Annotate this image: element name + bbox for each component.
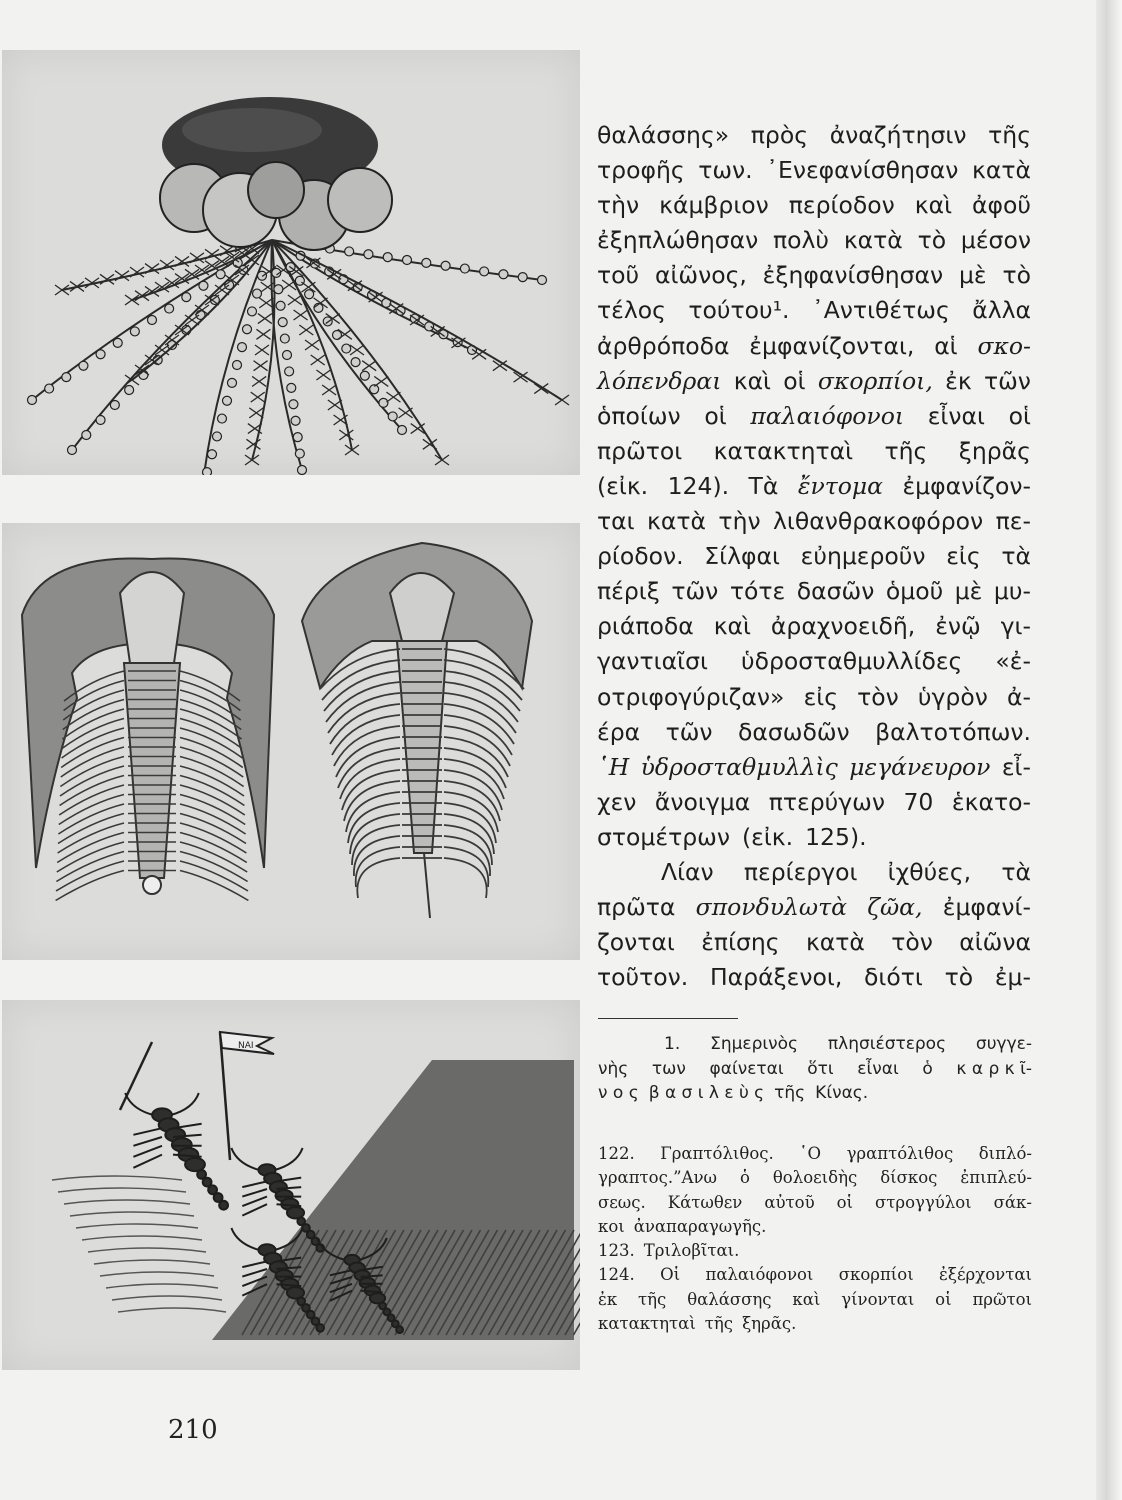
caption-word: ἀναπαραγωγῆς. bbox=[633, 1216, 767, 1236]
text-word: τὰ bbox=[1001, 542, 1031, 571]
text-word: αἰῶνα bbox=[959, 928, 1031, 957]
footnote-line bbox=[598, 1081, 1032, 1106]
text-word: τῶν bbox=[671, 577, 719, 606]
text-word: πρῶτα bbox=[597, 893, 676, 922]
caption-word: Κάτωθεν bbox=[667, 1192, 743, 1212]
text-line bbox=[597, 188, 1031, 223]
footnote-word: β α σ ι λ ε ὺ ς bbox=[648, 1083, 765, 1103]
footnote-word: εἶναι bbox=[857, 1058, 899, 1079]
caption-word: 122. bbox=[598, 1144, 635, 1163]
caption-word: ἐξέρχονται bbox=[939, 1265, 1032, 1285]
text-line bbox=[597, 609, 1031, 644]
text-word: αἱ bbox=[934, 331, 958, 360]
text-word: τότε bbox=[729, 577, 786, 606]
text-line bbox=[597, 469, 1031, 504]
text-word: τὰ bbox=[1001, 857, 1031, 886]
text-word: τῶν bbox=[665, 717, 713, 746]
text-line bbox=[597, 644, 1031, 679]
figure-caption bbox=[598, 1142, 1032, 1239]
footnote-word: φαίνεται bbox=[709, 1058, 784, 1079]
text-word: τὸν bbox=[857, 682, 899, 711]
text-word: τούτου¹. bbox=[688, 296, 790, 325]
text-word: ἐξηπλώθησαν bbox=[597, 226, 759, 255]
text-line bbox=[597, 434, 1031, 469]
text-word: τὸ bbox=[1002, 261, 1031, 290]
text-line bbox=[597, 539, 1031, 574]
text-word: ἔντομα bbox=[797, 471, 884, 500]
caption-word: ἐπιπλεύ- bbox=[960, 1168, 1032, 1188]
text-word: μυ- bbox=[993, 577, 1031, 606]
text-word: οἱ bbox=[1008, 401, 1031, 430]
text-word: κατακτηταὶ bbox=[713, 436, 854, 465]
text-word: ὁμοῦ bbox=[885, 577, 944, 606]
text-word: τέλος bbox=[597, 296, 666, 325]
text-word: ζῶα, bbox=[867, 893, 923, 922]
caption-word: 123. bbox=[598, 1241, 635, 1261]
footnote-line bbox=[598, 1032, 1032, 1057]
text-word: έρα bbox=[597, 717, 641, 746]
text-line bbox=[597, 960, 1031, 995]
text-line bbox=[597, 118, 1031, 153]
caption-line bbox=[598, 1166, 1032, 1190]
text-word: πε- bbox=[995, 507, 1031, 536]
text-word: τῆς bbox=[988, 121, 1031, 149]
caption-word: ξηρᾶς. bbox=[742, 1314, 797, 1334]
footnote-rule bbox=[598, 1018, 738, 1019]
caption-line bbox=[598, 1215, 1032, 1239]
text-word: στομέτρων bbox=[597, 822, 730, 851]
caption-word: γραπτόλιθος bbox=[846, 1144, 954, 1163]
text-word: πολὺ bbox=[773, 226, 830, 255]
text-word: περίεργοι bbox=[743, 857, 858, 886]
text-word: τῆς bbox=[884, 436, 928, 465]
caption-word: Τριλοβῖται. bbox=[643, 1241, 740, 1261]
text-word: ὑγρὸν bbox=[917, 682, 988, 711]
caption-line bbox=[598, 1239, 1032, 1263]
footnote-word: Σημερινὸς bbox=[710, 1034, 799, 1054]
caption-word: ἐκ bbox=[598, 1289, 618, 1309]
text-word: χεν bbox=[597, 787, 637, 816]
figure-caption bbox=[598, 1239, 1032, 1263]
text-word: ἀραχνοειδῆ, bbox=[770, 612, 916, 641]
caption-word: θαλάσσης bbox=[687, 1289, 772, 1309]
text-word: γι- bbox=[1000, 612, 1031, 641]
text-word: ξηρᾶς bbox=[958, 436, 1031, 465]
caption-word: κοι bbox=[598, 1216, 625, 1236]
caption-word: αὐτοῦ bbox=[764, 1192, 815, 1212]
figure-graptolite-illustration bbox=[2, 50, 580, 475]
text-word: εὐημεροῦν bbox=[800, 542, 926, 571]
text-word: βαλτοτόπων. bbox=[875, 717, 1031, 746]
text-word: πτερύγων bbox=[768, 787, 885, 816]
caption-word: κατακτηταὶ bbox=[598, 1314, 696, 1334]
text-word: Λίαν bbox=[661, 857, 714, 886]
text-word: ἐπίσης bbox=[701, 928, 780, 957]
graptolite-drawing bbox=[2, 50, 580, 475]
footnote-word: 1. bbox=[664, 1034, 681, 1054]
text-word: αἰῶνος, bbox=[654, 261, 747, 290]
text-word: κατὰ bbox=[805, 928, 865, 957]
figure-caption bbox=[598, 1263, 1032, 1336]
caption-word: Γραπτόλιθος. bbox=[660, 1144, 774, 1163]
text-word: μέσον bbox=[960, 226, 1031, 255]
caption-word: Οἱ bbox=[660, 1265, 681, 1285]
text-line bbox=[597, 680, 1031, 715]
footnote-word: πλησιέστερος bbox=[827, 1034, 947, 1054]
footnote-word: ὅτι bbox=[807, 1058, 834, 1079]
caption-word: σάκ- bbox=[993, 1192, 1032, 1212]
text-line bbox=[597, 364, 1031, 399]
caption-word: γίνονται bbox=[841, 1289, 915, 1309]
text-line bbox=[597, 820, 1031, 855]
caption-line bbox=[598, 1142, 1032, 1166]
text-line bbox=[597, 223, 1031, 258]
text-word: εἶ- bbox=[1001, 752, 1031, 781]
footnote-word: νὴς bbox=[598, 1058, 629, 1079]
caption-line bbox=[598, 1288, 1032, 1312]
text-word: θαλάσσης» bbox=[597, 121, 730, 149]
caption-line bbox=[598, 1263, 1032, 1287]
text-line bbox=[597, 293, 1031, 328]
text-word: ται bbox=[597, 507, 635, 536]
footnote-word: των bbox=[651, 1058, 686, 1079]
text-word: ρίοδον. bbox=[597, 542, 684, 571]
footnote-word: συγγε- bbox=[975, 1034, 1032, 1054]
text-line bbox=[597, 574, 1031, 609]
text-word: δασωδῶν bbox=[738, 717, 850, 746]
text-word: ριάποδα bbox=[597, 612, 694, 641]
scorpions-drawing bbox=[2, 1000, 580, 1370]
text-word: μὲ bbox=[958, 261, 987, 290]
footnote bbox=[598, 1032, 1032, 1106]
text-word: σκο- bbox=[977, 331, 1031, 360]
text-word: τὴν bbox=[718, 507, 761, 536]
text-word: δασῶν bbox=[796, 577, 875, 606]
caption-word: παλαιόφονοι bbox=[705, 1265, 814, 1285]
footnote-word: ὁ bbox=[922, 1058, 933, 1079]
text-word: Παράξενοι, bbox=[709, 963, 843, 992]
text-word: παλαιόφονοι bbox=[750, 401, 905, 430]
text-word: τροφῆς bbox=[597, 156, 685, 185]
text-word: καὶ bbox=[914, 191, 953, 220]
figure-captions bbox=[598, 1142, 1032, 1336]
text-line bbox=[597, 855, 1031, 890]
caption-word: γραπτος.”Ανω bbox=[598, 1168, 717, 1188]
text-word: 124). bbox=[667, 471, 730, 500]
caption-word: ὁ bbox=[739, 1168, 750, 1188]
footnote-word: Κίνας. bbox=[815, 1083, 869, 1103]
text-line bbox=[597, 715, 1031, 750]
caption-line bbox=[598, 1312, 1032, 1336]
footnote-word: ν ο ς bbox=[598, 1083, 639, 1103]
text-word: μὲ bbox=[954, 577, 983, 606]
text-word: τὴν bbox=[597, 191, 640, 220]
caption-word: θολοειδὴς bbox=[772, 1168, 858, 1188]
text-word: κάμβριον bbox=[659, 191, 769, 220]
caption-line bbox=[598, 1191, 1032, 1215]
text-word: 70 bbox=[903, 787, 934, 816]
text-word: τὸ bbox=[944, 963, 974, 992]
text-word: κατὰ bbox=[647, 507, 706, 536]
text-word: πρὸς bbox=[750, 121, 809, 149]
text-word: οἱ bbox=[783, 366, 806, 395]
text-word: ἀναζήτησιν bbox=[829, 121, 967, 149]
text-line bbox=[597, 750, 1031, 785]
text-word: ἐξηφανίσθησαν bbox=[762, 261, 944, 290]
text-word: «ἐ- bbox=[995, 647, 1031, 676]
text-word: τὸ bbox=[917, 226, 947, 255]
text-word: τὸν bbox=[891, 928, 933, 957]
caption-word: στρογγύλοι bbox=[875, 1192, 972, 1212]
caption-word: σκορπίοι bbox=[838, 1265, 914, 1285]
text-word: ὑδροσταθμυλλίδες bbox=[740, 647, 963, 676]
text-word: ῾Η bbox=[597, 752, 630, 781]
text-line bbox=[597, 399, 1031, 434]
text-word: καὶ bbox=[713, 612, 751, 641]
text-line bbox=[597, 258, 1031, 293]
text-word: Σίλφαι bbox=[704, 542, 780, 571]
caption-word: οἱ bbox=[836, 1192, 854, 1212]
trilobites-drawing bbox=[2, 523, 580, 960]
flag-label: ΝΑΙ bbox=[238, 1041, 254, 1051]
caption-word: διπλό- bbox=[978, 1144, 1032, 1163]
figure-trilobites-illustration bbox=[2, 523, 580, 960]
text-word: τοῦ bbox=[597, 261, 640, 290]
text-word: διότι bbox=[864, 963, 923, 992]
text-word: ἄλλα bbox=[972, 296, 1031, 325]
text-word: (εἰκ. bbox=[597, 471, 649, 500]
text-line bbox=[597, 329, 1031, 364]
text-word: ἄνοιγμα bbox=[654, 787, 751, 816]
text-word: ἐμφανίζον- bbox=[902, 471, 1031, 500]
text-word: πέριξ bbox=[597, 577, 660, 606]
text-word: ἀφοῦ bbox=[972, 191, 1031, 220]
caption-word: τῆς bbox=[704, 1314, 734, 1334]
text-line bbox=[597, 890, 1031, 925]
text-word: σκορπίοι, bbox=[817, 366, 933, 395]
text-word: τοῦτον. bbox=[597, 963, 689, 992]
text-word: τῶν bbox=[983, 366, 1031, 395]
text-word: ᾿Αντιθέτως bbox=[811, 296, 950, 325]
text-word: λιθανθρακοφόρον bbox=[773, 507, 984, 536]
text-line bbox=[597, 153, 1031, 188]
text-line bbox=[597, 504, 1031, 539]
footnote-word: κ α ρ κ ῖ- bbox=[956, 1058, 1032, 1079]
text-word: των. bbox=[698, 156, 753, 185]
text-word: κατὰ bbox=[972, 156, 1031, 185]
text-word: περίοδον bbox=[788, 191, 895, 220]
caption-word: σεως. bbox=[598, 1192, 646, 1212]
text-word: μεγάνευρον bbox=[849, 752, 991, 781]
caption-word: οἱ bbox=[935, 1289, 952, 1309]
text-word: ἑκατο- bbox=[951, 787, 1031, 816]
text-word: εἶναι bbox=[927, 401, 985, 430]
caption-word: 124. bbox=[598, 1265, 635, 1285]
text-word: πρῶτοι bbox=[597, 436, 683, 465]
text-word: ἀρθρόποδα bbox=[597, 331, 730, 360]
text-word: λόπενδραι bbox=[597, 366, 722, 395]
text-word: ἐνῷ bbox=[935, 612, 981, 641]
text-word: σπονδυλωτὰ bbox=[695, 893, 847, 922]
text-word: καὶ bbox=[733, 366, 772, 395]
main-text-column bbox=[597, 118, 1031, 995]
text-word: ζονται bbox=[597, 928, 675, 957]
text-word: εἰς bbox=[803, 682, 839, 711]
text-word: ἐκ bbox=[945, 366, 972, 395]
text-word: ἰχθύες, bbox=[887, 857, 972, 886]
caption-word: δίσκος bbox=[880, 1168, 938, 1188]
text-word: οτριφογύριζαν» bbox=[597, 682, 785, 711]
caption-word: τῆς bbox=[638, 1289, 667, 1309]
text-word: γαντιαῖσι bbox=[597, 647, 708, 676]
caption-word: ῾Ο bbox=[799, 1144, 822, 1163]
text-word: ἐμ- bbox=[994, 963, 1031, 992]
text-word: Τὰ bbox=[748, 471, 779, 500]
text-line bbox=[597, 785, 1031, 820]
figure-scorpions-illustration bbox=[2, 1000, 580, 1370]
page-number: 210 bbox=[168, 1415, 218, 1445]
footnote-line bbox=[598, 1057, 1032, 1082]
text-word: οἱ bbox=[704, 401, 727, 430]
text-word: ἐμφανί- bbox=[942, 893, 1031, 922]
text-word: ἐμφανίζονται, bbox=[749, 331, 915, 360]
text-line bbox=[597, 925, 1031, 960]
text-word: εἰς bbox=[946, 542, 981, 571]
text-word: ὑδροσταθμυλλὶς bbox=[640, 752, 838, 781]
footnote-word: τῆς bbox=[774, 1083, 806, 1103]
text-word: (εἰκ. bbox=[741, 822, 794, 851]
caption-word: καὶ bbox=[792, 1289, 821, 1309]
text-word: 125). bbox=[805, 822, 867, 851]
text-word: κατὰ bbox=[843, 226, 903, 255]
text-word: ἀ- bbox=[1006, 682, 1031, 711]
text-word: ᾿Ενεφανίσθησαν bbox=[766, 156, 959, 185]
text-word: ὁποίων bbox=[597, 401, 681, 430]
caption-word: πρῶτοι bbox=[972, 1289, 1032, 1309]
page-edge bbox=[1096, 0, 1122, 1500]
